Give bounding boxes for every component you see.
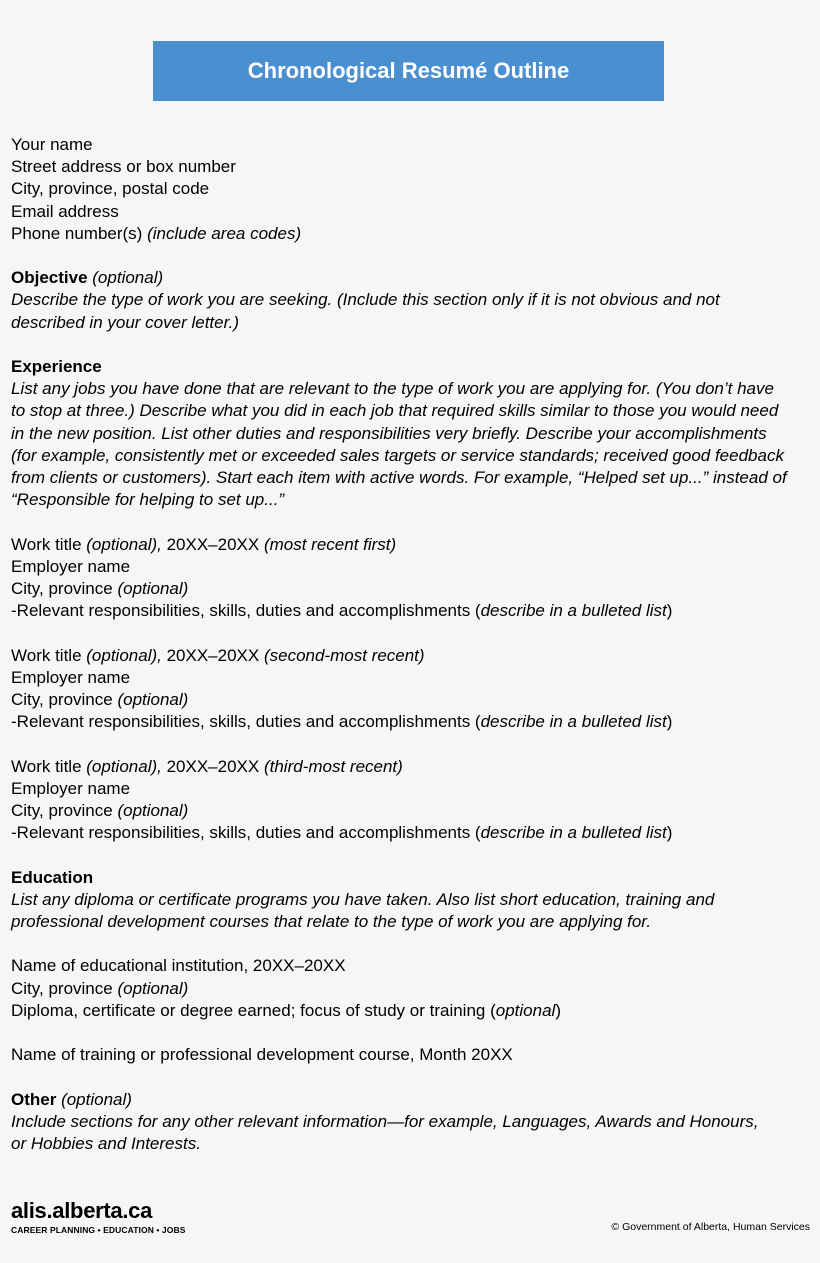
education-city: City, province (optional): [11, 978, 189, 998]
experience-text: List any jobs you have done that are relevant to the type of work you are applying for. (You don’t have: [11, 379, 774, 399]
job-responsibilities: -Relevant responsibilities, skills, duties and accomplishments (describe in a bulleted list): [11, 823, 673, 843]
experience-heading: Experience: [11, 357, 102, 376]
job-title-line: Work title (optional), 20XX–20XX (most recent first): [11, 534, 397, 554]
contact-name: Your name: [11, 135, 93, 154]
experience-text: (for example, consistently met or exceeded sales targets or service standards; received good feedback: [11, 445, 784, 465]
job-entry: [11, 645, 811, 734]
objective-section: [11, 267, 811, 334]
contact-email: Email address: [11, 201, 119, 221]
contact-city: City, province, postal code: [11, 179, 210, 199]
education-text-1: List any diploma or certificate programs you have taken. Also list short education, training and: [11, 889, 715, 909]
job-entry: [11, 756, 811, 845]
job-city: City, province (optional): [11, 690, 189, 710]
job-title-line: Work title (optional), 20XX–20XX (second-most recent): [11, 645, 425, 665]
education-text-2: professional development courses that relate to the type of work you are applying for.: [11, 912, 652, 932]
other-section: [11, 1089, 811, 1156]
title-banner: [153, 41, 664, 101]
objective-text-2: described in your cover letter.): [11, 312, 240, 332]
job-responsibilities: -Relevant responsibilities, skills, duties and accomplishments (describe in a bulleted list): [11, 712, 673, 732]
page-title: Chronological Resumé Outline: [247, 58, 570, 83]
job-entry: [11, 534, 811, 623]
objective-heading: Objective (optional): [11, 268, 164, 288]
other-text-2: or Hobbies and Interests.: [11, 1134, 201, 1153]
alis-logo: [11, 1199, 185, 1235]
education-heading: Education: [11, 867, 94, 887]
resume-outline-body: [11, 134, 811, 1155]
contact-block: [11, 134, 811, 245]
job-employer: Employer name: [11, 556, 131, 576]
experience-text: in the new position. List other duties and responsibilities very briefly. Describe your accomplishments: [11, 423, 767, 443]
job-city: City, province (optional): [11, 801, 189, 821]
other-text-1: Include sections for any other relevant information—for example, Languages, Awards and Honours,: [11, 1111, 759, 1131]
experience-section: [11, 356, 811, 511]
logo-tagline: CAREER PLANNING • EDUCATION • JOBS: [11, 1225, 186, 1235]
contact-street: Street address or box number: [11, 157, 236, 177]
copyright-notice: © Government of Alberta, Human Services: [611, 1221, 810, 1233]
job-responsibilities: -Relevant responsibilities, skills, duties and accomplishments (describe in a bulleted list): [11, 601, 673, 621]
experience-text: “Responsible for helping to set up...”: [11, 490, 285, 510]
job-title-line: Work title (optional), 20XX–20XX (third-most recent): [11, 756, 403, 776]
experience-text: from clients or customers). Start each item with active words. For example, “Helped set up...” instead of: [11, 468, 787, 488]
experience-text: to stop at three.) Describe what you did in each job that required skills similar to those you would need: [11, 401, 779, 421]
education-course: Name of training or professional development course, Month 20XX: [11, 1045, 513, 1065]
job-employer: Employer name: [11, 667, 131, 687]
education-section: [11, 867, 811, 1067]
other-heading: Other (optional): [11, 1089, 132, 1109]
logo-text: alis.alberta.ca: [11, 1198, 153, 1223]
job-city: City, province (optional): [11, 579, 189, 599]
education-diploma: Diploma, certificate or degree earned; focus of study or training (optional): [11, 1000, 561, 1020]
job-employer: Employer name: [11, 778, 131, 798]
objective-text-1: Describe the type of work you are seeking. (Include this section only if it is not obvious and not: [11, 290, 720, 310]
education-institution: Name of educational institution, 20XX–20XX: [11, 956, 346, 976]
contact-phone: Phone number(s) (include area codes): [11, 223, 302, 243]
contact-phone-note: (include area codes): [147, 223, 302, 243]
